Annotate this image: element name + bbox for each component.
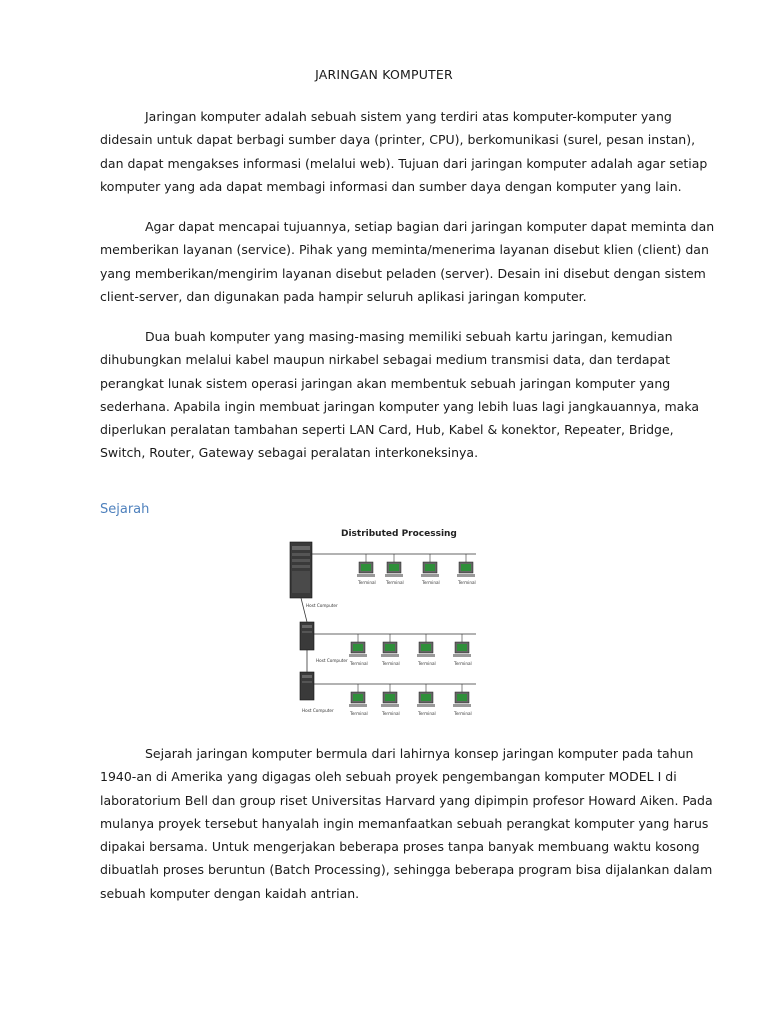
terminal-icon <box>457 554 475 577</box>
terminal-icon <box>349 684 367 707</box>
terminal-icon <box>381 634 399 657</box>
terminal-label: Terminal <box>418 711 436 716</box>
paragraph-history <box>100 742 713 905</box>
paragraph-line: Agar dapat mencapai tujuannya, setiap bagian dari jaringan komputer dapat meminta dan <box>145 219 715 234</box>
terminal-icon <box>453 684 471 707</box>
paragraph-line: diperlukan peralatan tambahan seperti LAN Card, Hub, Kabel & konektor, Repeater, Bridge, <box>100 422 674 438</box>
paragraph-line: yang memberikan/mengirim layanan disebut peladen (server). Desain ini disebut dengan sistem <box>100 265 706 281</box>
terminal-icon <box>381 684 399 707</box>
host-label: Host Computer <box>316 658 348 663</box>
paragraph-line: sebuah komputer dengan kaidah antrian. <box>100 885 360 901</box>
paragraph-line: dibuatlah proses beruntun (Batch Processing), sehingga beberapa program bisa dijalankan dalam <box>100 862 713 878</box>
paragraph-line: dihubungkan melalui kabel maupun nirkabel sebagai medium transmisi data, dan terdapat <box>100 352 671 368</box>
terminal-icon <box>349 634 367 657</box>
terminal-label: Terminal <box>382 661 400 666</box>
paragraph-line: dipakai bersama. Untuk mengerjakan beberapa proses tanpa banyak membuang waktu kosong <box>100 839 700 855</box>
terminal-row <box>357 554 476 585</box>
terminal-label: Terminal <box>418 661 436 666</box>
network-diagram <box>286 522 486 722</box>
host-label: Host Computer <box>306 603 338 608</box>
paragraph-line: komputer yang ada dapat membagi informasi dan sumber daya dengan komputer yang lain. <box>100 178 682 194</box>
host-computer-icon <box>300 622 314 650</box>
terminal-row <box>349 634 472 666</box>
terminal-icon <box>417 634 435 657</box>
figure-title: Distributed Processing <box>341 529 457 539</box>
terminal-icon <box>421 554 439 577</box>
paragraph-line: memberikan layanan (service). Pihak yang meminta/menerima layanan disebut klien (client) dan <box>100 242 709 258</box>
paragraph-line: didesain untuk dapat berbagi sumber daya (printer, CPU), berkomunikasi (surel, pesan instan), <box>100 132 696 148</box>
terminal-label: Terminal <box>382 711 400 716</box>
paragraph-line: mulanya proyek tersebut hanyalah ingin memanfaatkan sebuah perangkat komputer yang harus <box>100 815 709 831</box>
host-label: Host Computer <box>302 708 334 713</box>
distributed-processing-figure <box>286 522 486 722</box>
host-computer-icon <box>300 672 314 700</box>
paragraph-line: perangkat lunak sistem operasi jaringan akan membentuk sebuah jaringan komputer yang <box>100 375 671 391</box>
terminal-label: Terminal <box>386 580 404 585</box>
section-heading: Sejarah <box>100 502 150 517</box>
terminal-label: Terminal <box>454 661 472 666</box>
terminal-icon <box>417 684 435 707</box>
terminal-label: Terminal <box>358 580 376 585</box>
paragraph-line: Sejarah jaringan komputer bermula dari lahirnya konsep jaringan komputer pada tahun <box>145 746 694 761</box>
paragraph-line: sederhana. Apabila ingin membuat jaringan komputer yang lebih luas lagi jangkauannya, maka <box>100 398 700 414</box>
paragraph-line: laboratorium Bell dan group riset Universitas Harvard yang dipimpin profesor Howard Aiken. Pada <box>100 792 713 808</box>
terminal-icon <box>453 634 471 657</box>
terminal-row <box>349 684 472 716</box>
paragraph-line: Dua buah komputer yang masing-masing memiliki sebuah kartu jaringan, kemudian <box>145 329 673 344</box>
paragraph-line: Jaringan komputer adalah sebuah sistem yang terdiri atas komputer-komputer yang <box>145 109 672 124</box>
terminal-label: Terminal <box>454 711 472 716</box>
paragraph-line: client-server, dan digunakan pada hampir seluruh aplikasi jaringan komputer. <box>100 288 587 304</box>
paragraph-line: 1940-an di Amerika yang digagas oleh sebuah proyek pengembangan komputer MODEL I di <box>100 769 677 785</box>
terminal-label: Terminal <box>422 580 440 585</box>
paragraph-network-devices <box>100 325 700 465</box>
terminal-label: Terminal <box>458 580 476 585</box>
terminal-icon <box>385 554 403 577</box>
terminal-icon <box>357 554 375 577</box>
terminal-label: Terminal <box>350 661 368 666</box>
server-tower-icon <box>290 542 312 598</box>
paragraph-line: dan dapat mengakses informasi (melalui web). Tujuan dari jaringan komputer adalah agar setiap <box>100 155 708 171</box>
paragraph-line: Switch, Router, Gateway sebagai peralatan interkoneksinya. <box>100 445 479 461</box>
paragraph-intro <box>100 105 708 198</box>
document-title: JARINGAN KOMPUTER <box>315 67 453 82</box>
paragraph-client-server <box>100 215 715 308</box>
terminal-label: Terminal <box>350 711 368 716</box>
